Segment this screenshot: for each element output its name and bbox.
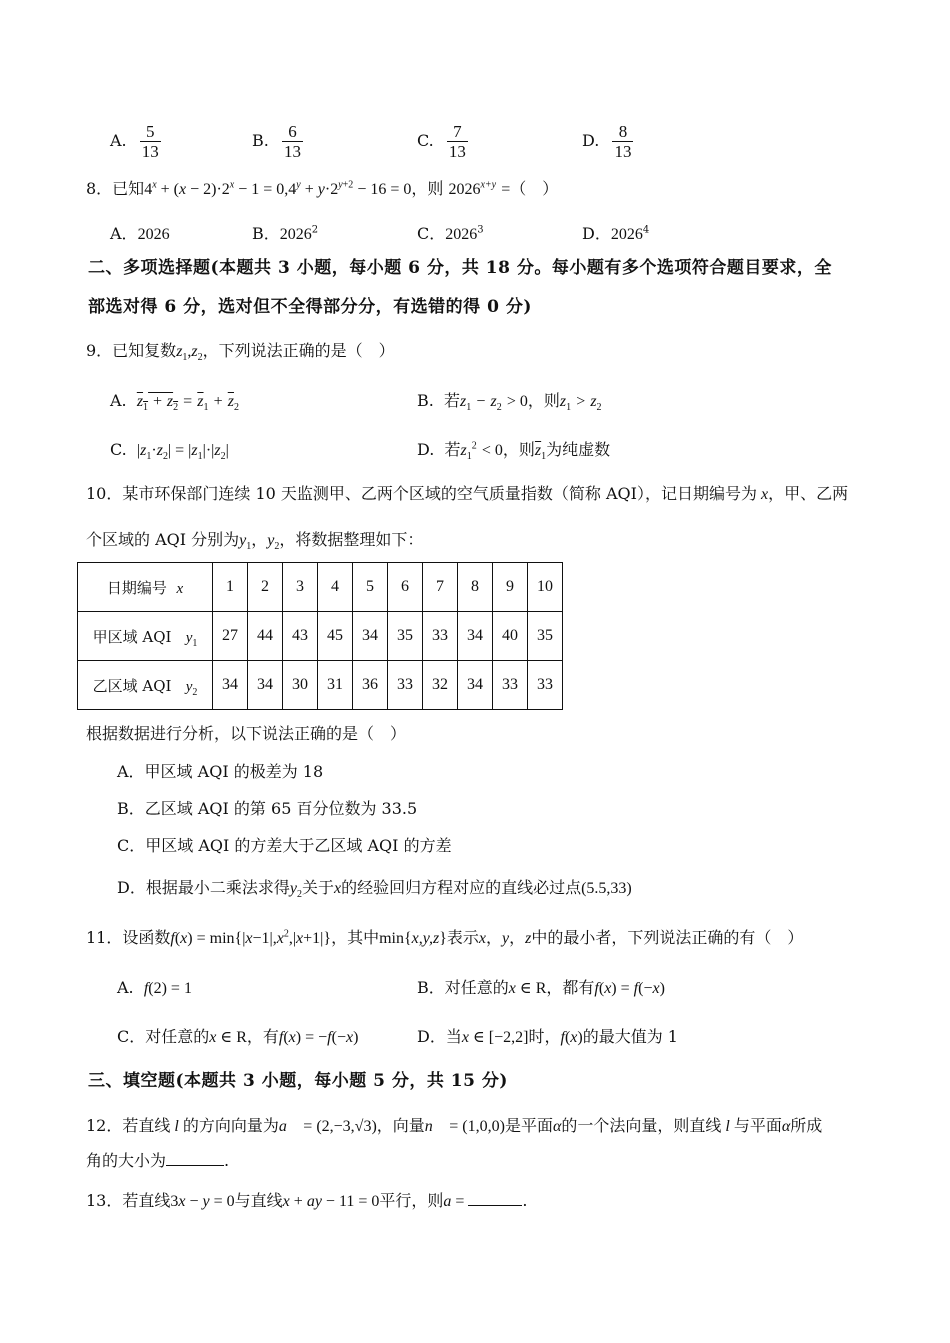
q8-option-a: A．2026 (110, 224, 170, 243)
section-2-heading-line1: 二、多项选择题(本题共 3 小题，每小题 6 分，共 18 分。每小题有多个选项符合题目要求，全 (88, 258, 832, 278)
q12-answer-blank[interactable] (166, 1151, 224, 1166)
table-cell: 44 (248, 612, 283, 661)
q10-stem-line1: 10．某市环保部门连续 10 天监测甲、乙两个区域的空气质量指数（简称 AQI），记日期编号为 x，甲、乙两 (86, 484, 849, 503)
q7-option-b-fraction: $\frac{6}{13}$ (283, 122, 301, 161)
aqi-data-table (77, 562, 563, 710)
q11-option-c: C．对任意的x ∈ R，有f(x) = −f(−x) (117, 1027, 359, 1046)
q11-option-a: A. f(2) = 1 (117, 978, 192, 997)
q7-option-c-fraction: $\frac{7}{13}$ (448, 122, 466, 161)
q9-option-b: B. 若$z_1 - z_2 > 0$，则$z_1 > z_2$ (417, 391, 602, 414)
q8-stem: 8．已知$4^x + (x - 2)\cdot 2^x - 1 = 0,4^y + y\cdot 2^{y+2} - 16 = 0$，则 $2026^{x+y}$ =（ ） (86, 179, 559, 198)
table-cell: 34 (458, 612, 493, 661)
q13-stem: 13．若直线3x − y = 0与直线x + ay − 11 = 0平行，则a = . (86, 1191, 528, 1210)
table-cell: 7 (423, 563, 458, 612)
q8-option-b: B．2026$^2$ (252, 224, 319, 243)
table-cell: 45 (318, 612, 353, 661)
q10-option-b: B．乙区域 AQI 的第 65 百分位数为 33.5 (117, 799, 418, 818)
q9-option-d: D. 若$z_1^2 < 0$，则$\overline{z}_1$为纯虚数 (417, 440, 611, 463)
section-3-heading: 三、填空题(本题共 3 小题，每小题 5 分，共 15 分) (88, 1071, 508, 1091)
q11-option-b: B．对任意的x ∈ R，都有f(x) = f(−x) (417, 978, 665, 997)
table-cell: 31 (318, 661, 353, 710)
table-cell: 33 (388, 661, 423, 710)
q12-stem-line2: 角的大小为 . (86, 1151, 230, 1170)
table-cell: 34 (458, 661, 493, 710)
table-header-y1: 甲区域 AQI $y_1$ (78, 612, 213, 661)
table-cell: 35 (528, 612, 563, 661)
table-cell: 40 (493, 612, 528, 661)
table-row-y1 (78, 612, 563, 661)
table-cell: 36 (353, 661, 388, 710)
table-cell: 33 (423, 612, 458, 661)
q9-option-c: C. $|z_1\cdot z_2| = |z_1|\cdot|z_2|$ (110, 440, 229, 463)
q7-option-b: B. $\frac{6}{13}$ (252, 122, 301, 161)
q12-stem-line1: 12．若直线 l 的方向向量为a⃗ = (2,−3,√3)，向量n⃗ = (1,0,0)是平面α的一个法向量，则直线 l 与平面α所成 (86, 1116, 823, 1135)
table-row-y2 (78, 661, 563, 710)
table-cell: 3 (283, 563, 318, 612)
q7-option-c: C. $\frac{7}{13}$ (417, 122, 466, 161)
table-cell: 32 (423, 661, 458, 710)
q7-option-d: D. $\frac{8}{13}$ (582, 122, 632, 161)
table-cell: 35 (388, 612, 423, 661)
q9-stem: 9．已知复数$z_1,z_2$，下列说法正确的是（ ） (86, 341, 395, 364)
q9-option-a: A. $z_1 + z_2 = \overline{z}_1 + \overline{z}_2$ (110, 391, 239, 414)
q7-option-a: A. $\frac{5}{13}$ (110, 122, 159, 161)
q7-option-d-fraction: $\frac{8}{13}$ (614, 122, 632, 161)
q8-option-c: C．2026$^3$ (417, 224, 484, 243)
q8-option-d: D．2026$^4$ (582, 224, 650, 243)
table-cell: 4 (318, 563, 353, 612)
q7-option-a-fraction: $\frac{5}{13}$ (141, 122, 159, 161)
table-cell: 33 (493, 661, 528, 710)
table-cell: 8 (458, 563, 493, 612)
table-cell: 34 (248, 661, 283, 710)
q10-analysis-prompt: 根据数据进行分析，以下说法正确的是（ ） (86, 724, 407, 743)
table-cell: 5 (353, 563, 388, 612)
table-row-date (78, 563, 563, 612)
table-cell: 9 (493, 563, 528, 612)
q10-option-c: C．甲区域 AQI 的方差大于乙区域 AQI 的方差 (117, 836, 452, 855)
table-cell: 30 (283, 661, 318, 710)
table-cell: 33 (528, 661, 563, 710)
q11-stem: 11．设函数$f(x) = \min\{|x-1|,x^2,|x+1|\}$，其中min{x,y,z}表示x，y，z中的最小者，下列说法正确的有（ ） (86, 928, 804, 947)
table-cell: 1 (213, 563, 248, 612)
section-2-heading-line2: 部选对得 6 分，选对但不全得部分分，有选错的得 0 分) (88, 297, 532, 317)
table-cell: 27 (213, 612, 248, 661)
q10-option-a: A．甲区域 AQI 的极差为 18 (117, 762, 324, 781)
table-cell: 34 (213, 661, 248, 710)
table-cell: 43 (283, 612, 318, 661)
table-header-date: 日期编号 x (78, 563, 213, 612)
q11-option-d: D．当x ∈ [−2,2]时，f(x)的最大值为 1 (417, 1027, 678, 1046)
q10-option-d: D．根据最小二乘法求得$y_2$关于x的经验回归方程对应的直线必过点(5.5,33) (117, 878, 632, 901)
q10-stem-line2: 个区域的 AQI 分别为$y_1$，$y_2$，将数据整理如下： (86, 530, 424, 553)
table-cell: 2 (248, 563, 283, 612)
table-header-y2: 乙区域 AQI $y_2$ (78, 661, 213, 710)
q13-answer-blank[interactable] (468, 1191, 522, 1206)
table-cell: 6 (388, 563, 423, 612)
table-cell: 34 (353, 612, 388, 661)
table-cell: 10 (528, 563, 563, 612)
